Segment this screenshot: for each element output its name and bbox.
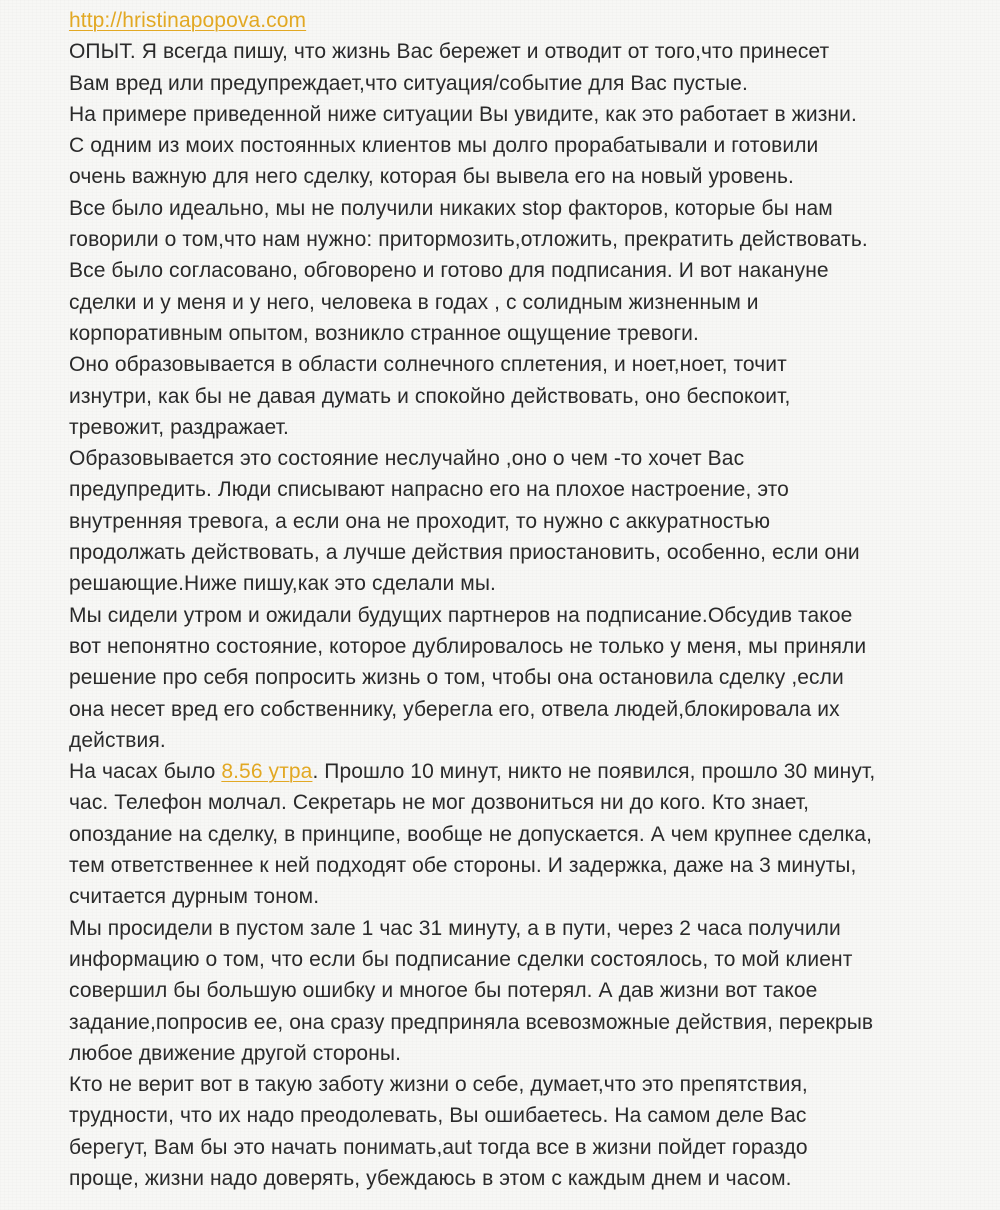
text-line: информацию о том, что если бы подписание сделки состоялось, то мой клиент: [69, 947, 853, 971]
text-line: ОПЫТ. Я всегда пишу, что жизнь Вас бережет и отводит от того,что принесет: [69, 40, 830, 64]
text-line: трудности, что их надо преодолевать, Вы ошибаетесь. На самом деле Вас: [69, 1104, 807, 1128]
text-line: задание,попросив ее, она сразу предприняла всевозможные действия, перекрыв: [69, 1010, 874, 1034]
note-body: [69, 5, 989, 1194]
text-line: [69, 756, 989, 787]
text-line: корпоративным опытом, возникло странное ощущение тревоги.: [69, 321, 699, 345]
text-line: тревожит, раздражает.: [69, 415, 289, 439]
text-line: совершил бы большую ошибку и многое бы потерял. А дав жизни вот такое: [69, 979, 818, 1003]
text-line: говорили о том,что нам нужно: притормозить,отложить, прекратить действовать.: [69, 228, 868, 252]
text-line: Кто не верит вот в такую заботу жизни о себе, думает,что это препятствия,: [69, 1073, 808, 1097]
text-line: Вам вред или предупреждает,что ситуация/событие для Вас пустые.: [69, 71, 748, 95]
text-line: действия.: [69, 728, 166, 752]
text-line: предупредить. Люди списывают напрасно его на плохое настроение, это: [69, 478, 789, 502]
text-line: С одним из моих постоянных клиентов мы долго прорабатывали и готовили: [69, 134, 819, 158]
text-line: проще, жизни надо доверять, убеждаюсь в этом с каждым днем и часом.: [69, 1166, 792, 1190]
url-line: [69, 5, 989, 36]
text-line: На примере приведенной ниже ситуации Вы увидите, как это работает в жизни.: [69, 102, 857, 126]
text-segment: На часах было: [69, 760, 222, 784]
text-line: вот непонятно состояние, которое дублировалось не только у меня, мы приняли: [69, 634, 867, 658]
text-line: изнутри, как бы не давая думать и спокойно действовать, оно беспокоит,: [69, 384, 791, 408]
text-line: Образовывается это состояние неслучайно ,оно о чем -то хочет Вас: [69, 447, 745, 471]
text-line: Мы сидели утром и ожидали будущих партнеров на подписание.Обсудив такое: [69, 603, 853, 627]
text-line: считается дурным тоном.: [69, 885, 320, 909]
text-line: Все было идеально, мы не получили никаких stop факторов, которые бы нам: [69, 196, 833, 220]
text-line: опоздание на сделку, в принципе, вообще не допускается. А чем крупнее сделка,: [69, 822, 873, 846]
text-line: любое движение другой стороны.: [69, 1041, 402, 1065]
text-line: продолжать действовать, а лучше действия приостановить, особенно, если они: [69, 541, 860, 565]
text-line: Оно образовывается в области солнечного сплетения, и ноет,ноет, точит: [69, 353, 787, 377]
text-line: берегут, Вам бы это начать понимать,aut тогда все в жизни пойдет гораздо: [69, 1135, 808, 1159]
text-line: внутренняя тревога, а если она не проходит, то нужно с аккуратностью: [69, 509, 771, 533]
text-line: тем ответственнее к ней подходят обе стороны. И задержка, даже на 3 минуты,: [69, 854, 857, 878]
note-text: [69, 36, 989, 1194]
text-segment: . Прошло 10 минут, никто не появился, прошло 30 минут,: [312, 760, 876, 784]
text-line: Мы просидели в пустом зале 1 час 31 минуту, а в пути, через 2 часа получили: [69, 916, 841, 940]
text-line: очень важную для него сделку, которая бы вывела его на новый уровень.: [69, 165, 794, 189]
text-line: решение про себя попросить жизнь о том, чтобы она остановила сделку ,если: [69, 666, 844, 690]
time-link[interactable]: 8.56 утра: [221, 760, 313, 784]
text-line: час. Телефон молчал. Секретарь не мог дозвониться ни до кого. Кто знает,: [69, 791, 810, 815]
text-line: Все было согласовано, обговорено и готово для подписания. И вот накануне: [69, 259, 829, 283]
text-line: она несет вред его собственнику, уберегла его, отвела людей,блокировала их: [69, 697, 840, 721]
website-link[interactable]: http://hristinapopova.com: [69, 9, 307, 32]
text-line: сделки и у меня и у него, человека в годах , с солидным жизненным и: [69, 290, 759, 314]
text-line: решающие.Ниже пишу,как это сделали мы.: [69, 572, 496, 596]
